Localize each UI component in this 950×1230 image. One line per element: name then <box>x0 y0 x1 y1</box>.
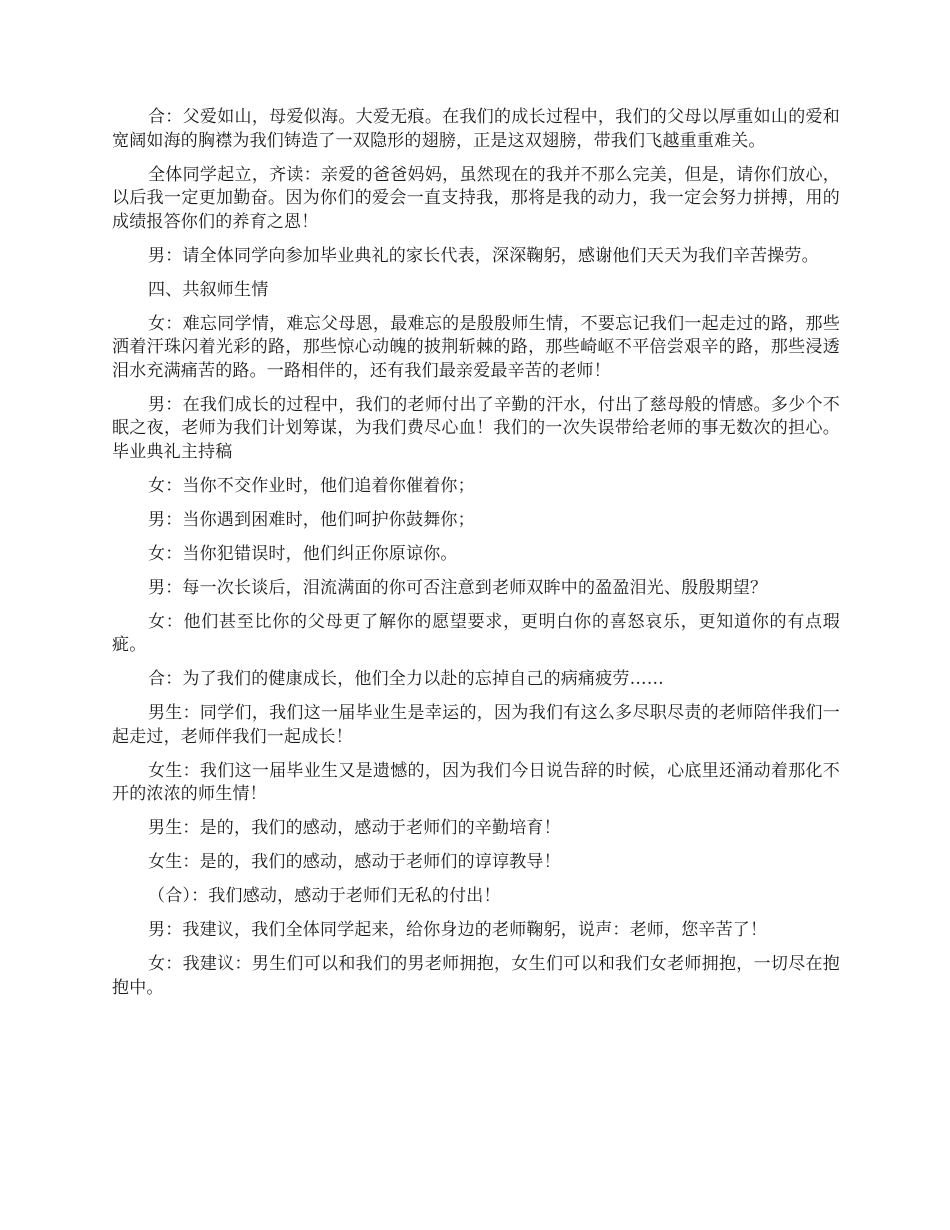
document-body <box>112 106 840 1011</box>
paragraph: 女：难忘同学情，难忘父母恩，最难忘的是殷殷师生情，不要忘记我们一起走过的路，那些洒着汗珠闪着光彩的路，那些惊心动魄的披荆斩棘的路，那些崎岖不平倍尝艰辛的路，那些浸透泪水充满痛苦的路。一路相伴的，还有我们最亲爱最辛苦的老师！ <box>112 313 840 381</box>
paragraph: 女生：我们这一届毕业生又是遗憾的，因为我们今日说告辞的时候，心底里还涌动着那化不开的浓浓的师生情！ <box>112 760 840 804</box>
paragraph: 男生：是的，我们的感动，感动于老师们的辛勤培育！ <box>148 818 561 838</box>
paragraph: 合：为了我们的健康成长，他们全力以赴的忘掉自己的病痛疲劳…… <box>148 669 664 689</box>
paragraph: 合：父爱如山，母爱似海。大爱无痕。在我们的成长过程中，我们的父母以厚重如山的爱和宽阔如海的胸襟为我们铸造了一双隐形的翅膀，正是这双翅膀，带我们飞越重重难关。 <box>112 107 840 151</box>
paragraph: 男：每一次长谈后，泪流满面的你可否注意到老师双眸中的盈盈泪光、殷殷期望？ <box>148 577 768 598</box>
paragraph: 女：他们甚至比你的父母更了解你的愿望要求，更明白你的喜怒哀乐，更知道你的有点瑕疵。 <box>112 611 840 655</box>
paragraph: 女生：是的，我们的感动，感动于老师们的谆谆教导！ <box>148 852 561 872</box>
paragraph: 男：当你遇到困难时，他们呵护你鼓舞你； <box>148 509 475 530</box>
paragraph: 男：在我们成长的过程中，我们的老师付出了辛勤的汗水，付出了慈母般的情感。多少个不眠之夜，老师为我们计划筹谋，为我们费尽心血！我们的一次失误带给老师的事无数次的担心。毕业典礼主持稿 <box>112 394 840 462</box>
paragraph: 女：我建议：男生们可以和我们的男老师拥抱，女生们可以和我们女老师拥抱，一切尽在抱抱中。 <box>112 954 840 998</box>
paragraph: 全体同学起立，齐读：亲爱的爸爸妈妈，虽然现在的我并不那么完美，但是，请你们放心，以后我一定更加勤奋。因为你们的爱会一直支持我，那将是我的动力，我一定会努力拼搏，用的成绩报答你们的养育之恩！ <box>112 164 840 232</box>
paragraph: 女：当你不交作业时，他们追着你催着你； <box>148 475 475 496</box>
paragraph: 男：请全体同学向参加毕业典礼的家长代表，深深鞠躬，感谢他们天天为我们辛苦操劳。 <box>148 245 819 266</box>
paragraph: 男：我建议，我们全体同学起来，给你身边的老师鞠躬，说声：老师，您辛苦了！ <box>148 920 768 940</box>
paragraph: 女：当你犯错误时，他们纠正你原谅你。 <box>148 543 458 564</box>
section-heading: 四、共叙师生情 <box>148 279 269 300</box>
paragraph: （合）：我们感动，感动于老师们无私的付出！ <box>148 886 501 906</box>
paragraph: 男生：同学们，我们这一届毕业生是幸运的，因为我们有这么多尽职尽责的老师陪伴我们一起走过，老师伴我们一起成长！ <box>112 703 840 747</box>
